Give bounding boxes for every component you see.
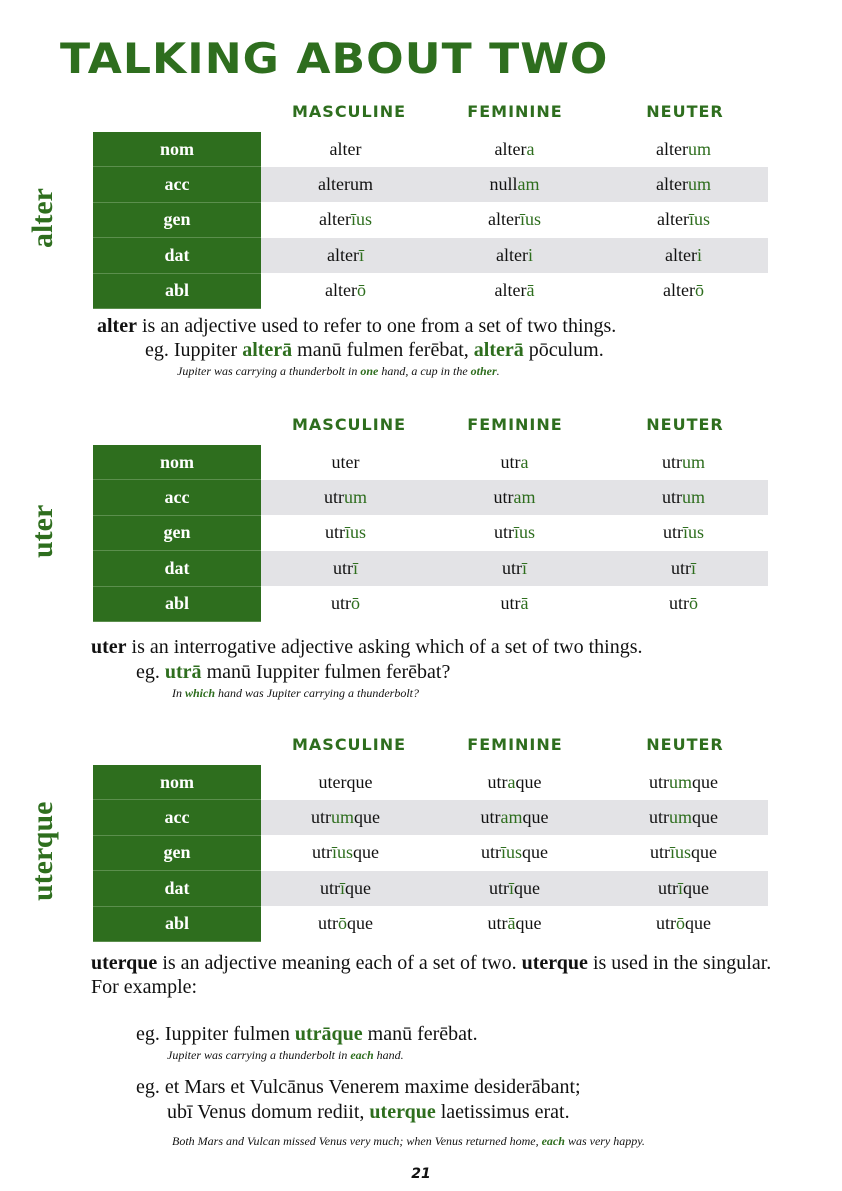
ending: a (520, 451, 529, 472)
stem: que (685, 913, 711, 934)
case-label: gen (93, 515, 261, 550)
ending: am (517, 174, 540, 195)
ending: ī (508, 877, 514, 898)
stem: utr (311, 842, 332, 863)
case-label: nom (93, 132, 261, 167)
ending: ī (690, 557, 696, 578)
header-masculine: MASCULINE (291, 415, 407, 434)
stem: utr (323, 487, 344, 508)
declension-table (93, 132, 768, 309)
eg-text: laetissimus erat. (435, 1101, 570, 1123)
ending: ā (520, 593, 529, 614)
desc-text: is an interrogative adjective asking which of a set of two things. (126, 636, 643, 658)
stem: utr (324, 522, 345, 543)
declension-cell (261, 906, 430, 941)
declension-cell (261, 167, 430, 202)
declension-cell (261, 132, 430, 167)
stem: que (522, 842, 548, 863)
declension-cell (261, 835, 430, 870)
page-number: 21 (411, 1166, 431, 1182)
ending: um (668, 807, 692, 828)
stem: utr (648, 771, 669, 792)
ending: ō (356, 280, 366, 301)
declension-cell (430, 515, 599, 550)
header-feminine: FEMININE (467, 735, 563, 754)
declension-cell (599, 551, 768, 586)
header-neuter: NEUTER (646, 415, 724, 434)
section-label: uterque (26, 801, 59, 901)
stem: alter (488, 209, 520, 230)
stem: utr (480, 807, 501, 828)
stem: utr (669, 593, 689, 614)
ending: am (500, 807, 523, 828)
ending: ō (694, 280, 704, 301)
case-label: acc (93, 800, 261, 835)
trans-text: Jupiter was carrying a thunderbolt in (177, 364, 361, 378)
trans-text: hand was Jupiter carrying a thunderbolt? (215, 686, 420, 700)
declension-cell (599, 273, 768, 308)
case-label: gen (93, 202, 261, 237)
section-label: alter (26, 188, 59, 248)
declension-cell (261, 273, 430, 308)
declension-cell (430, 586, 599, 621)
declension-cell (261, 238, 430, 273)
stem: que (692, 771, 718, 792)
trans-text: In (172, 686, 185, 700)
declension-cell (599, 586, 768, 621)
ending: um (668, 771, 692, 792)
stem: alter (325, 280, 357, 301)
stem: uter (331, 451, 360, 472)
eg-highlight: utrāque (294, 1023, 363, 1045)
stem: alter (657, 209, 689, 230)
stem: que (514, 877, 540, 898)
declension-table (93, 445, 768, 622)
eg-text: ubī Venus domum rediit, (167, 1101, 370, 1123)
eg-text: manū Iuppiter fulmen ferēbat? (201, 661, 451, 683)
stem: que (354, 807, 380, 828)
ending: a (507, 771, 516, 792)
stem: utr (310, 807, 331, 828)
declension-cell (599, 480, 768, 515)
declension-cell (599, 835, 768, 870)
translation (167, 1048, 404, 1063)
stem: utr (487, 771, 508, 792)
eg-highlight: utrā (164, 661, 202, 683)
ending: um (687, 138, 711, 159)
trans-text: hand. (373, 1048, 404, 1062)
ending: īus (688, 209, 710, 230)
desc-keyword: uter (91, 636, 127, 658)
stem: alter (496, 244, 528, 265)
stem: que (515, 771, 542, 792)
ending: īus (682, 522, 704, 543)
case-label: nom (93, 445, 261, 480)
ending: ā (526, 280, 535, 301)
stem: que (346, 771, 373, 792)
table-row (93, 202, 768, 237)
stem: utr (500, 593, 521, 614)
declension-cell (430, 445, 599, 480)
table-row (93, 835, 768, 870)
eg-highlight: alterā (242, 339, 293, 361)
table-row (93, 871, 768, 906)
ending: ī (358, 244, 364, 265)
stem: que (353, 842, 379, 863)
header-masculine: MASCULINE (291, 735, 407, 754)
declension-cell (599, 167, 768, 202)
ending: ī (339, 877, 345, 898)
section-uterque (0, 735, 842, 1155)
ending: ō (689, 593, 698, 614)
example-sentence (145, 338, 604, 362)
trans-text: Both Mars and Vulcan missed Venus very much; when Venus returned home, (172, 1134, 542, 1148)
table-row (93, 800, 768, 835)
stem: utr (648, 807, 669, 828)
desc-text: is used in the singular. For example: (91, 952, 772, 998)
stem: que (683, 877, 709, 898)
table-row (93, 273, 768, 308)
declension-cell (599, 906, 768, 941)
eg-text: pōculum. (523, 339, 604, 361)
declension-cell (430, 551, 599, 586)
desc-keyword: alter (97, 315, 137, 337)
ending: ō (351, 593, 360, 614)
trans-text: hand, a cup in the (378, 364, 471, 378)
stem: alter (665, 244, 697, 265)
declension-cell (599, 871, 768, 906)
case-label: nom (93, 765, 261, 800)
trans-text: . (496, 364, 500, 378)
translation (172, 686, 419, 701)
stem: alter (319, 209, 351, 230)
case-label: gen (93, 835, 261, 870)
declension-cell (261, 515, 430, 550)
ending: ī (521, 557, 527, 578)
trans-highlight: other (470, 364, 497, 378)
declension-cell (430, 167, 599, 202)
ending: um (330, 807, 354, 828)
description (91, 951, 781, 999)
ending: i (696, 244, 702, 265)
stem: alter (327, 244, 359, 265)
declension-cell (430, 800, 599, 835)
example-sentence (136, 1022, 478, 1046)
example-sentence (136, 1075, 581, 1099)
eg-text: eg. Iuppiter fulmen (136, 1023, 295, 1045)
stem: utr (493, 487, 514, 508)
trans-text: Jupiter was carrying a thunderbolt in (167, 1048, 351, 1062)
eg-text: eg. (136, 661, 165, 683)
stem: alter (329, 138, 362, 159)
stem: alter (656, 138, 688, 159)
example-sentence (136, 660, 450, 684)
header-feminine: FEMININE (467, 415, 563, 434)
ending: ō (338, 913, 347, 934)
ending: um (343, 487, 367, 508)
ending: um (681, 451, 705, 472)
trans-highlight: one (360, 364, 379, 378)
declension-cell (599, 765, 768, 800)
declension-cell (430, 835, 599, 870)
stem: utr (656, 913, 676, 934)
stem: utr (318, 913, 338, 934)
ending: ō (676, 913, 685, 934)
stem: alter (494, 138, 527, 159)
ending: īus (331, 842, 353, 863)
stem: utr (661, 487, 682, 508)
ending: i (527, 244, 533, 265)
stem: utr (488, 877, 509, 898)
stem: alter (663, 280, 695, 301)
table-row (93, 238, 768, 273)
declension-cell (430, 906, 599, 941)
case-label: dat (93, 551, 261, 586)
declension-cell (430, 132, 599, 167)
table-row (93, 480, 768, 515)
eg-text: manū fulmen ferēbat, (292, 339, 474, 361)
header-masculine: MASCULINE (291, 102, 407, 121)
header-neuter: NEUTER (646, 735, 724, 754)
trans-highlight: which (185, 686, 216, 700)
stem: alterum (318, 174, 373, 195)
table-row (93, 445, 768, 480)
eg-text: eg. Iuppiter (145, 339, 243, 361)
case-label: abl (93, 273, 261, 308)
table-row (93, 586, 768, 621)
table-row (93, 515, 768, 550)
table-row (93, 167, 768, 202)
ending: ī (352, 557, 358, 578)
page-title: TALKING ABOUT TWO (60, 34, 609, 83)
declension-cell (261, 765, 430, 800)
example-sentence (167, 1100, 570, 1124)
stem: utr (500, 451, 521, 472)
desc-keyword: uterque (521, 952, 588, 974)
stem: que (515, 913, 542, 934)
ending: īus (500, 842, 522, 863)
stem: que (691, 842, 717, 863)
stem: utr (332, 557, 353, 578)
declension-cell (261, 586, 430, 621)
declension-cell (599, 238, 768, 273)
ending: ī (677, 877, 683, 898)
ending: īus (513, 522, 535, 543)
stem: que (347, 913, 373, 934)
stem: utr (670, 557, 691, 578)
description (91, 635, 643, 659)
declension-cell (261, 551, 430, 586)
table-row (93, 132, 768, 167)
stem: que (345, 877, 371, 898)
stem: utr (662, 522, 683, 543)
stem: utr (501, 557, 522, 578)
stem: que (692, 807, 718, 828)
case-label: acc (93, 167, 261, 202)
stem: utr (661, 451, 682, 472)
declension-cell (261, 800, 430, 835)
stem: alter (494, 280, 527, 301)
declension-cell (261, 871, 430, 906)
declension-table (93, 765, 768, 942)
ending: īus (350, 209, 372, 230)
section-uter (0, 415, 842, 705)
declension-cell (430, 273, 599, 308)
table-row (93, 551, 768, 586)
stem: utr (319, 877, 340, 898)
eg-text: eg. et Mars et Vulcānus Venerem maxime desiderābant; (136, 1076, 581, 1098)
desc-keyword: uterque (91, 952, 158, 974)
declension-cell (430, 202, 599, 237)
eg-highlight: alterā (473, 339, 524, 361)
ending: um (687, 174, 711, 195)
stem: utr (649, 842, 670, 863)
eg-text: manū ferēbat. (362, 1023, 478, 1045)
ending: īus (519, 209, 541, 230)
description (97, 314, 616, 338)
declension-cell (599, 202, 768, 237)
declension-cell (261, 202, 430, 237)
header-feminine: FEMININE (467, 102, 563, 121)
declension-cell (430, 765, 599, 800)
stem: que (522, 807, 549, 828)
trans-text: was very happy. (564, 1134, 645, 1148)
declension-cell (430, 238, 599, 273)
stem: utr (480, 842, 501, 863)
declension-cell (599, 445, 768, 480)
case-label: dat (93, 871, 261, 906)
table-row (93, 765, 768, 800)
ending: am (513, 487, 536, 508)
stem: utr (657, 877, 678, 898)
stem: alter (656, 174, 688, 195)
stem: utr (331, 593, 351, 614)
section-label: uter (26, 504, 59, 558)
case-label: abl (93, 586, 261, 621)
translation (177, 364, 500, 379)
trans-highlight: each (541, 1134, 565, 1148)
declension-cell (261, 445, 430, 480)
case-label: dat (93, 238, 261, 273)
declension-cell (599, 515, 768, 550)
stem: utr (493, 522, 514, 543)
declension-cell (430, 480, 599, 515)
desc-text: is an adjective meaning each of a set of two. (157, 952, 522, 974)
stem: null (489, 174, 518, 195)
section-alter (0, 102, 842, 392)
ending: ā (507, 913, 516, 934)
header-neuter: NEUTER (646, 102, 724, 121)
declension-cell (599, 132, 768, 167)
stem: utr (487, 913, 508, 934)
stem: uter (318, 771, 347, 792)
desc-text: is an adjective used to refer to one from a set of two things. (136, 315, 617, 337)
translation (172, 1134, 645, 1149)
eg-highlight: uterque (369, 1101, 436, 1123)
ending: um (681, 487, 705, 508)
declension-cell (430, 871, 599, 906)
case-label: abl (93, 906, 261, 941)
declension-cell (261, 480, 430, 515)
ending: īus (669, 842, 691, 863)
case-label: acc (93, 480, 261, 515)
declension-cell (599, 800, 768, 835)
table-row (93, 906, 768, 941)
trans-highlight: each (350, 1048, 374, 1062)
ending: a (526, 138, 535, 159)
ending: īus (344, 522, 366, 543)
